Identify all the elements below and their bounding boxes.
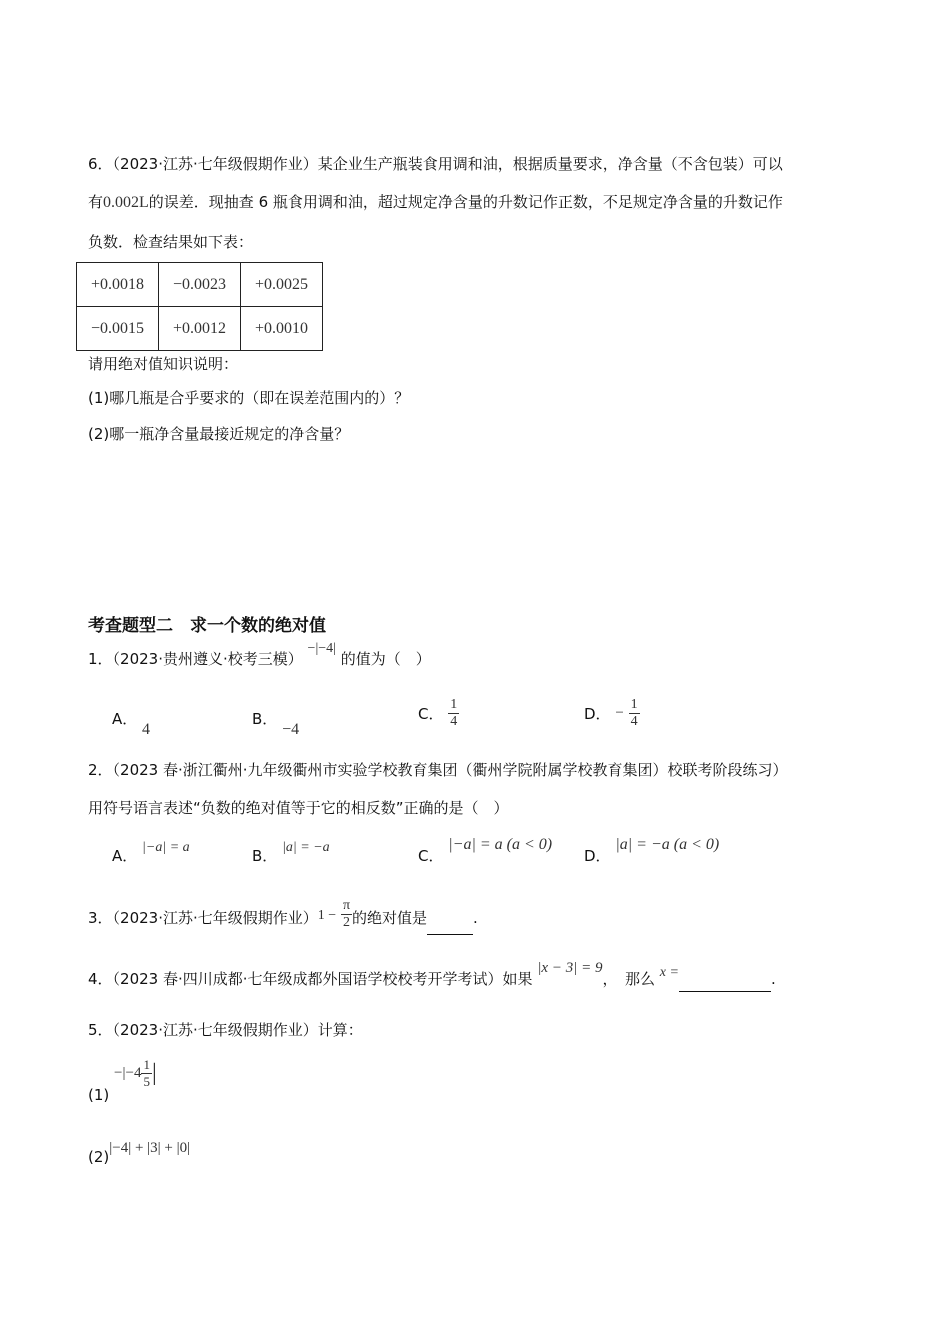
q3-stem-post: 的绝对值是 [352,909,428,927]
q1-option-d-fraction [629,697,640,730]
q2-option-c[interactable] [418,836,553,866]
table-cell: +0.0025 [241,263,323,307]
q5-sub1-math-pre: −|−4 [114,1065,142,1081]
q6-stem-line1: 6．（2023·江苏·七年级假期作业）某企业生产瓶装食用调和油，根据质量要求，净含量（不含包装）可以 [88,155,783,173]
fraction-denominator: 4 [450,714,458,729]
q6-instruction: 请用绝对值知识说明： [88,355,239,373]
q1-option-c[interactable] [418,697,459,730]
table-cell: +0.0018 [77,263,159,307]
q1-option-c-fraction [448,697,459,730]
section-title: 考查题型二 求一个数的绝对值 [88,616,326,636]
q3-fraction [341,898,352,931]
q5-sub1-fraction [141,1057,152,1090]
q4-stem [88,960,776,992]
table-cell: +0.0012 [159,307,241,351]
q6-sub1: (1)哪几瓶是合乎要求的（即在误差范围内的）？ [88,389,410,407]
fraction-numerator: 1 [450,697,458,712]
q4-mid: ， 那么 [602,970,655,988]
q1-option-b-value: −4 [282,721,300,738]
table-cell: +0.0010 [241,307,323,351]
fraction-denominator: 2 [342,915,350,930]
q1-option-d-label: D． [584,705,611,723]
q2-option-a[interactable] [112,840,190,866]
table-cell: −0.0023 [159,263,241,307]
fraction-denominator: 5 [143,1074,150,1089]
q6-sub2: (2)哪一瓶净含量最接近规定的净含量？ [88,425,350,443]
q1-stem-post: 的值为（ ） [340,650,431,668]
q5-stem: 5．（2023·江苏·七年级假期作业）计算： [88,1021,363,1039]
q1-option-a-label: A． [112,710,138,728]
q3-answer-blank[interactable] [427,916,473,935]
fraction-numerator: 1 [630,697,638,712]
q1-stem-math: −|−4| [307,641,336,656]
q1-option-d[interactable] [584,697,640,730]
q1-option-a[interactable] [112,708,151,738]
q5-sub2 [88,1138,191,1166]
q4-math: |x − 3| = 9 [537,960,603,976]
q1-stem-pre: 1．（2023·贵州遵义·校考三模） [88,650,303,668]
q6-stem-line2-pre: 有 [88,193,104,211]
q2-stem-line2: 用符号语言表述“负数的绝对值等于它的相反数”正确的是（ ） [88,799,509,817]
fraction-denominator: 4 [630,714,638,729]
q5-sub2-math: |−4| + |3| + |0| [109,1140,191,1156]
q3-stem-pre: 3．（2023·江苏·七年级假期作业） [88,909,318,927]
q2-option-a-math: |−a| = a [142,840,190,855]
q2-option-b[interactable] [252,840,330,866]
q6-tolerance-math: 0.002L [103,194,149,211]
table-cell: −0.0015 [77,307,159,351]
q1-option-b[interactable] [252,708,300,738]
q2-option-d-label: D． [584,847,611,865]
q2-option-c-label: C． [418,847,444,865]
q3-end: . [473,909,478,927]
q2-option-d[interactable] [584,836,720,866]
fraction-numerator: π [342,898,351,913]
q2-option-a-label: A． [112,847,138,865]
q1-option-d-sign: − [615,705,624,721]
q2-option-d-math: |a| = −a (a < 0) [615,836,720,853]
q5-sub2-label: (2) [88,1148,110,1166]
q1-option-b-label: B． [252,710,278,728]
q2-stem-line1: 2．（2023 春·浙江衢州·九年级衢州市实验学校教育集团（衢州学院附属学校教育集团）校联考阶段练习） [88,761,788,779]
q5-sub1-label: (1) [88,1086,110,1104]
q6-stem-line3: 负数．检查结果如下表： [88,233,254,251]
q4-stem-pre: 4．（2023 春·四川成都·七年级成都外国语学校校考开学考试）如果 [88,970,533,988]
q4-answer-blank[interactable] [679,973,771,992]
q5-sub1-math-post: | [151,1060,157,1086]
q2-option-b-math: |a| = −a [282,840,330,855]
table-row [77,307,323,351]
q4-math-x: x = [659,965,679,980]
table-row [77,263,323,307]
q3-math-pre: 1 − [317,908,337,923]
q4-end: . [770,970,776,988]
q1-option-c-label: C． [418,705,444,723]
q6-result-table [76,262,323,351]
fraction-numerator: 1 [143,1057,150,1072]
q1-option-a-value: 4 [142,721,151,738]
q2-option-b-label: B． [252,847,278,865]
q6-stem-line2 [88,191,783,214]
q3-stem [88,898,478,935]
q2-option-c-math: |−a| = a (a < 0) [448,836,553,853]
q6-stem-line2-post: 的误差．现抽查 6 瓶食用调和油，超过规定净含量的升数记作正数，不足规定净含量的升数记作 [148,193,783,211]
q5-sub1 [88,1057,157,1104]
q1-stem [88,641,431,672]
